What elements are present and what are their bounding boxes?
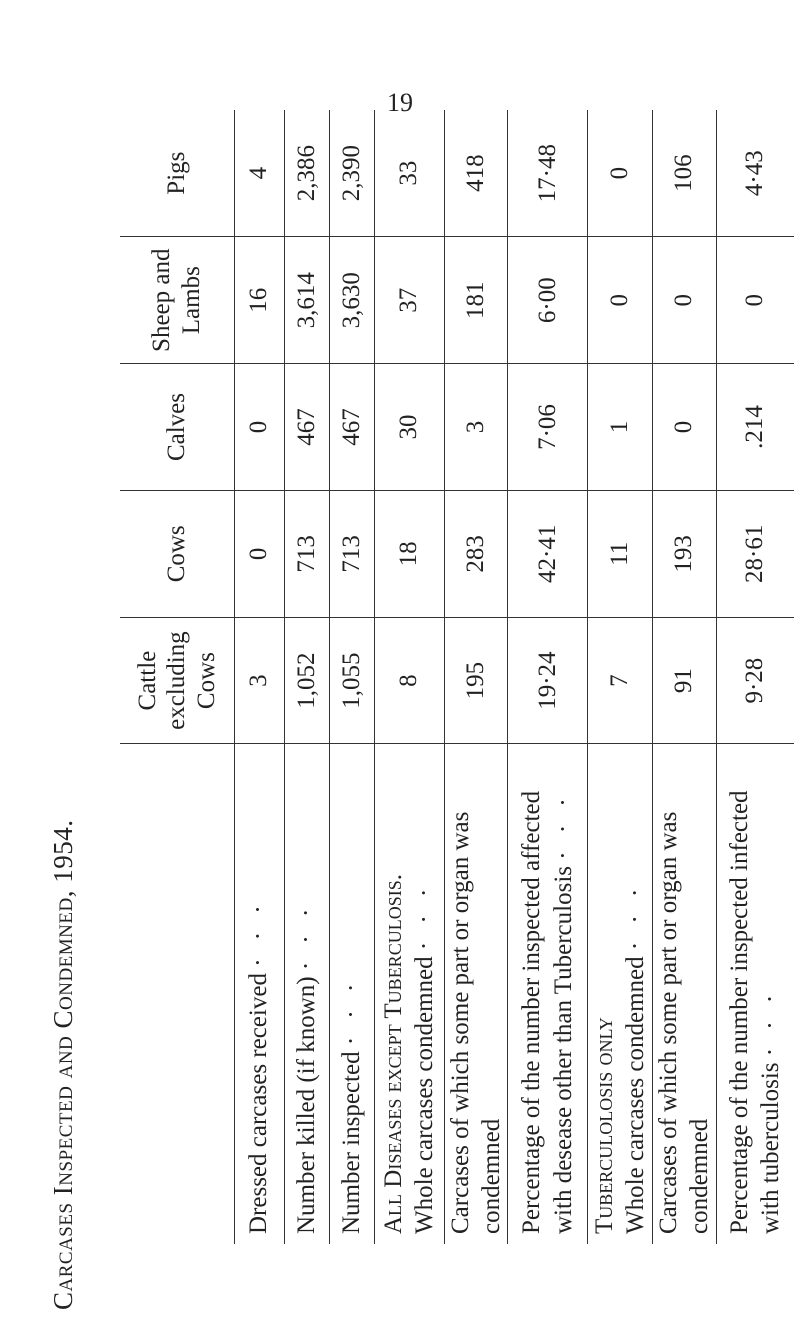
- cell-value: 1,052: [284, 617, 329, 744]
- row-leader-dots: · · ·: [757, 988, 785, 1057]
- row-label-text: Number killed (if known): [292, 976, 320, 1234]
- row-label: [508, 744, 588, 1244]
- row-label-text: Number inspected: [337, 1051, 365, 1234]
- row-label: [653, 744, 717, 1244]
- row-label: [374, 744, 444, 1244]
- row-label: [284, 744, 329, 1244]
- cell-value: 7: [588, 617, 653, 744]
- page-title: Carcases Inspected and Condemned, 1954.: [48, 819, 78, 1310]
- table-row: [329, 110, 374, 1244]
- cell-value: 8: [374, 617, 444, 744]
- column-header-calves: Calves: [120, 364, 234, 491]
- cell-value: 91: [653, 617, 717, 744]
- header-blank: [120, 744, 234, 1244]
- row-label: [234, 744, 284, 1244]
- cell-value: 467: [284, 364, 329, 491]
- row-leader-dots: · · ·: [549, 792, 577, 860]
- row-label-text: Carcases of which some part or organ was condemned: [655, 811, 714, 1234]
- cell-value: 9·28: [716, 617, 794, 744]
- cell-value: 11: [588, 490, 653, 617]
- row-label-text: Percentage of the number inspected infected with tuberculosis: [726, 790, 785, 1234]
- table-row: [508, 110, 588, 1244]
- cell-value: 283: [444, 490, 508, 617]
- cell-value: 106: [653, 110, 717, 237]
- cell-value: 37: [374, 237, 444, 364]
- row-label-text: Dressed carcases received: [245, 973, 273, 1234]
- cell-value: 0: [653, 364, 717, 491]
- cell-value: 0: [234, 490, 284, 617]
- cell-value: 3,614: [284, 237, 329, 364]
- table-row: [716, 110, 794, 1244]
- table-header-row: [120, 110, 234, 1244]
- cell-value: 418: [444, 110, 508, 237]
- cell-value: 713: [284, 490, 329, 617]
- cell-value: 7·06: [508, 364, 588, 491]
- cell-value: 2,386: [284, 110, 329, 237]
- table-row: [653, 110, 717, 1244]
- cell-value: 4·43: [716, 110, 794, 237]
- row-leader-dots: · · ·: [292, 902, 320, 971]
- table-row: [374, 110, 444, 1244]
- row-label: [329, 744, 374, 1244]
- section-heading-tuberculosis: Tuberculolosis only: [590, 1017, 618, 1234]
- table-row: [284, 110, 329, 1244]
- carcases-table: [120, 110, 794, 1244]
- column-header-pigs: Pigs: [120, 110, 234, 237]
- cell-value: 3,630: [329, 237, 374, 364]
- cell-value: 6·00: [508, 237, 588, 364]
- row-leader-dots: · · ·: [622, 882, 649, 951]
- cell-value: 30: [374, 364, 444, 491]
- cell-value: 4: [234, 110, 284, 237]
- column-header-sheep: Sheep and Lambs: [120, 237, 234, 364]
- cell-value: 28·61: [716, 490, 794, 617]
- table-row: [588, 110, 653, 1244]
- table-row: [444, 110, 508, 1244]
- row-label: [716, 744, 794, 1244]
- column-header-cattle: Cattle excluding Cows: [120, 617, 234, 744]
- cell-value: 3: [234, 617, 284, 744]
- row-label-text: Percentage of the number inspected affected with desease other than Tuberculosis: [518, 790, 577, 1234]
- cell-value: 0: [588, 237, 653, 364]
- cell-value: 17·48: [508, 110, 588, 237]
- cell-value: 1: [588, 364, 653, 491]
- row-label-text: Whole carcases condemned: [411, 956, 438, 1234]
- row-leader-dots: · · ·: [337, 977, 365, 1046]
- table-container: [120, 110, 785, 1244]
- cell-value: 1,055: [329, 617, 374, 744]
- cell-value: 0: [653, 237, 717, 364]
- row-leader-dots: · · ·: [245, 899, 273, 967]
- cell-value: 193: [653, 490, 717, 617]
- cell-value: 16: [234, 237, 284, 364]
- row-label: [444, 744, 508, 1244]
- cell-value: .214: [716, 364, 794, 491]
- cell-value: 18: [374, 490, 444, 617]
- cell-value: 0: [234, 364, 284, 491]
- cell-value: 195: [444, 617, 508, 744]
- cell-value: 181: [444, 237, 508, 364]
- row-label: [588, 744, 653, 1244]
- cell-value: 19·24: [508, 617, 588, 744]
- cell-value: 0: [588, 110, 653, 237]
- table-row: [234, 110, 284, 1244]
- row-label-text: Whole carcases condemned: [622, 956, 649, 1234]
- cell-value: 467: [329, 364, 374, 491]
- cell-value: 3: [444, 364, 508, 491]
- column-header-cows: Cows: [120, 490, 234, 617]
- section-heading-all-diseases: All Diseases except Tuberculosis.: [379, 874, 407, 1234]
- cell-value: 33: [374, 110, 444, 237]
- cell-value: 2,390: [329, 110, 374, 237]
- cell-value: 42·41: [508, 490, 588, 617]
- row-label-text: Carcases of which some part or organ was condemned: [446, 811, 505, 1234]
- row-leader-dots: · · ·: [411, 882, 438, 951]
- page-number: 19: [387, 88, 413, 117]
- cell-value: 0: [716, 237, 794, 364]
- cell-value: 713: [329, 490, 374, 617]
